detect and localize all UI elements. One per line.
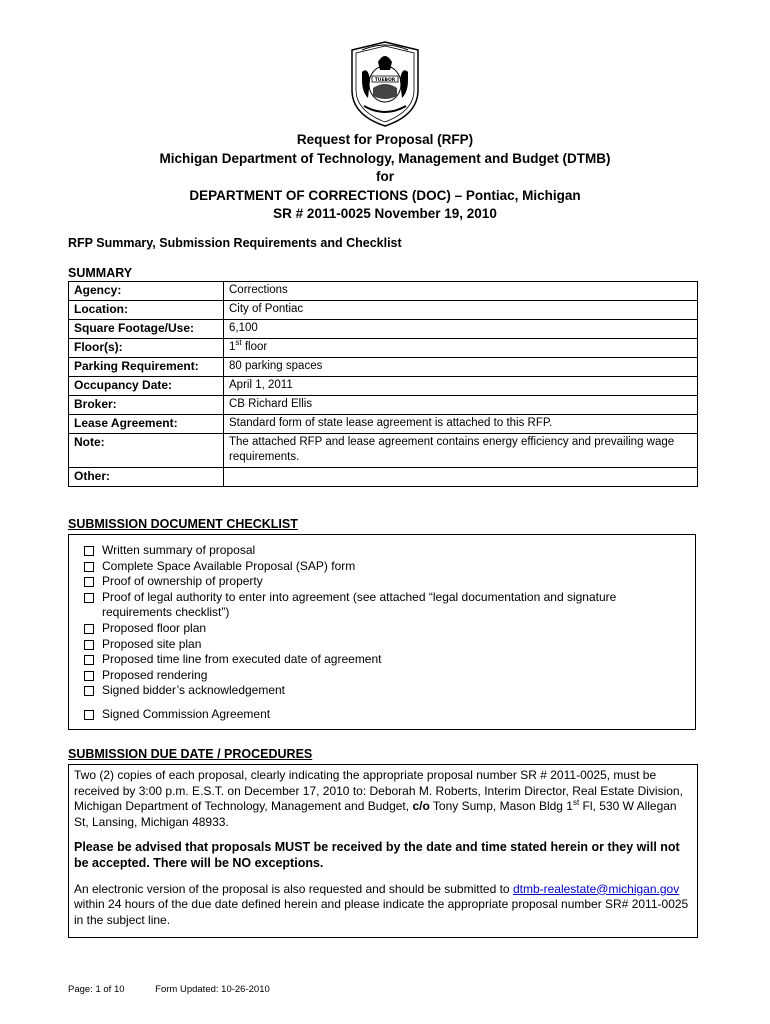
checklist-item: Written summary of proposal (84, 543, 664, 559)
table-row (69, 415, 698, 434)
summary-label: Location: (69, 301, 224, 320)
summary-table (68, 281, 698, 487)
checkbox[interactable] (84, 624, 94, 634)
checklist-item: Proposed rendering (84, 668, 664, 684)
checkbox[interactable] (84, 710, 94, 720)
checklist-item: Proof of ownership of property (84, 574, 664, 590)
summary-value: CB Richard Ellis (224, 396, 698, 415)
header-line-2: Michigan Department of Technology, Management and Budget (DTMB) (159, 150, 611, 166)
checklist-item: Signed bidder’s acknowledgement (84, 683, 664, 699)
table-row (69, 301, 698, 320)
submission-instructions: Two (2) copies of each proposal, clearly indicating the appropriate proposal number SR # 2011-0025, must be received by 3:00 p.m. E.S.T. on December 17, 2010 to: Deborah M. Roberts, Interim Director, Real Estate Division, Michigan Department of Technology, Management and Budget, c/o Tony Sump, Mason Bldg 1st Fl, 530 W Allegan St, Lansing, Michigan 48933. (74, 768, 683, 829)
summary-value: Standard form of state lease agreement is attached to this RFP. (224, 415, 698, 434)
summary-value: April 1, 2011 (224, 377, 698, 396)
checkbox[interactable] (84, 546, 94, 556)
seal-banner: TUEBOR (374, 78, 396, 83)
electronic-submission: An electronic version of the proposal is also requested and should be submitted to dtmb-realestate@michigan.gov within 24 hours of the due date defined herein and please indicate the appropriate proposal number SR# 2011-0025 in the subject line. (74, 881, 689, 927)
form-updated: Form Updated: 10-26-2010 (155, 984, 270, 995)
summary-label: Broker: (69, 396, 224, 415)
table-row (69, 468, 698, 487)
summary-label: Note: (69, 434, 224, 468)
document-header (0, 131, 770, 224)
table-row (69, 282, 698, 301)
checkbox[interactable] (84, 671, 94, 681)
table-row (69, 434, 698, 468)
table-row (69, 396, 698, 415)
table-row (69, 358, 698, 377)
checkbox[interactable] (84, 655, 94, 665)
checkbox[interactable] (84, 562, 94, 572)
checklist-item: Proposed site plan (84, 637, 664, 653)
michigan-state-seal-icon (348, 40, 422, 128)
due-date-box (68, 764, 698, 938)
header-line-1: Request for Proposal (RFP) (296, 132, 474, 147)
due-date-heading: SUBMISSION DUE DATE / PROCEDURES (68, 747, 313, 761)
page-footer (68, 984, 298, 995)
summary-label: Agency: (69, 282, 224, 301)
checklist-item: Complete Space Available Proposal (SAP) form (84, 559, 664, 575)
summary-value: The attached RFP and lease agreement contains energy efficiency and prevailing wage requirements. (224, 434, 698, 468)
checklist-heading: SUBMISSION DOCUMENT CHECKLIST (68, 517, 298, 531)
summary-label: Other: (69, 468, 224, 487)
summary-value (224, 468, 698, 487)
summary-label: Occupancy Date: (69, 377, 224, 396)
summary-label: Parking Requirement: (69, 358, 224, 377)
header-line-4: DEPARTMENT OF CORRECTIONS (DOC) – Pontiac, Michigan (189, 187, 581, 203)
checklist-item: Proposed time line from executed date of agreement (84, 652, 664, 668)
checkbox[interactable] (84, 577, 94, 587)
summary-value: 1st floor (224, 339, 698, 358)
summary-value: City of Pontiac (224, 301, 698, 320)
table-row (69, 339, 698, 358)
deadline-warning: Please be advised that proposals MUST be received by the date and time stated herein or they will not be accepted. There will be NO exceptions. (74, 840, 680, 870)
summary-heading: SUMMARY (68, 266, 133, 280)
table-row (69, 377, 698, 396)
checklist-item: Proof of legal authority to enter into agreement (see attached “legal documentation and signature requirements checklist”) (84, 590, 664, 621)
checkbox[interactable] (84, 640, 94, 650)
document-checklist (84, 543, 664, 723)
summary-value: 80 parking spaces (224, 358, 698, 377)
checklist-item: Signed Commission Agreement (84, 707, 664, 723)
summary-label: Lease Agreement: (69, 415, 224, 434)
summary-value: 6,100 (224, 320, 698, 339)
email-link[interactable]: dtmb-realestate@michigan.gov (512, 881, 680, 896)
document-subtitle: RFP Summary, Submission Requirements and Checklist (68, 236, 402, 250)
checklist-item: Proposed floor plan (84, 621, 664, 637)
header-line-3: for (376, 169, 394, 184)
summary-label: Floor(s): (69, 339, 224, 358)
header-line-5: SR # 2011-0025 November 19, 2010 (273, 206, 497, 221)
summary-label: Square Footage/Use: (69, 320, 224, 339)
page-number: Page: 1 of 10 (68, 984, 125, 995)
table-row (69, 320, 698, 339)
checkbox[interactable] (84, 593, 94, 603)
checkbox[interactable] (84, 686, 94, 696)
summary-value: Corrections (224, 282, 698, 301)
